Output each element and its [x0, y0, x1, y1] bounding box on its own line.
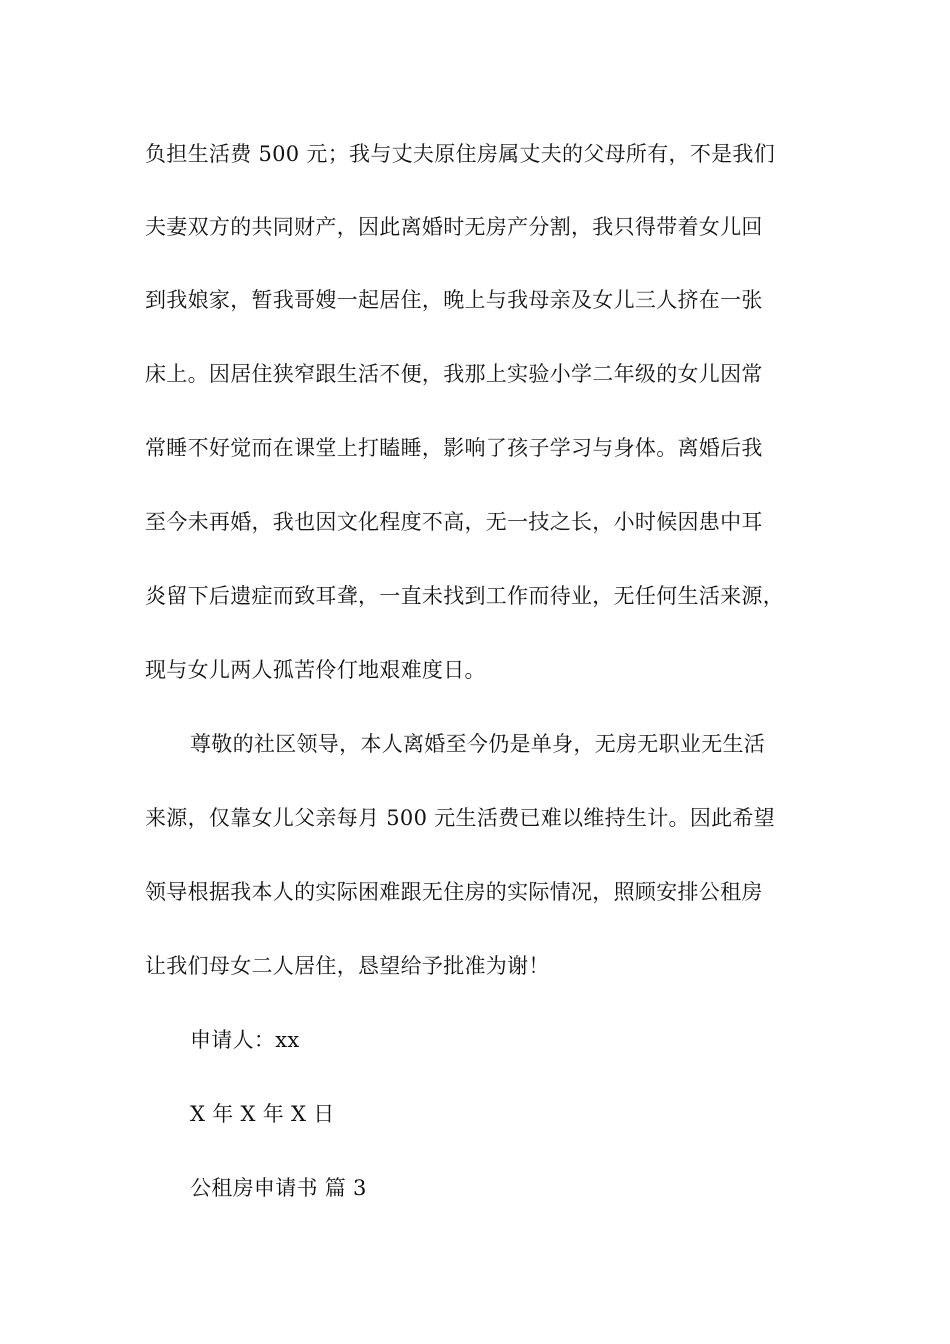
paragraph-2-line-1: 尊敬的社区领导，本人离婚至今仍是单身，无房无职业无生活 — [190, 732, 766, 756]
paragraph-1-line-7: 炎留下后遗症而致耳聋，一直未找到工作而待业，无任何生活来源， — [145, 584, 784, 608]
paragraph-1-line-6: 至今未再婚，我也因文化程度不高，无一技之长，小时候因患中耳 — [145, 510, 763, 534]
paragraph-1-line-3: 到我娘家，暂我哥嫂一起居住，晚上与我母亲及女儿三人挤在一张 — [145, 288, 763, 312]
section-heading: 公租房申请书 篇 3 — [190, 1176, 367, 1200]
paragraph-2-line-4: 让我们母女二人居住，恳望给予批准为谢！ — [145, 954, 550, 978]
paragraph-1-line-1: 负担生活费 500 元；我与丈夫原住房属丈夫的父母所有，不是我们 — [145, 142, 776, 166]
application-date: X 年 X 年 X 日 — [190, 1102, 335, 1126]
paragraph-2-line-3: 领导根据我本人的实际困难跟无住房的实际情况，照顾安排公租房 — [145, 880, 763, 904]
paragraph-1-line-2: 夫妻双方的共同财产，因此离婚时无房产分割，我只得带着女儿回 — [145, 215, 763, 239]
paragraph-1-line-4: 床上。因居住狭窄跟生活不便，我那上实验小学二年级的女儿因常 — [145, 362, 763, 386]
paragraph-2-line-2: 来源，仅靠女儿父亲每月 500 元生活费已难以维持生计。因此希望 — [145, 806, 776, 830]
applicant-signature: 申请人：xx — [190, 1028, 300, 1052]
paragraph-1-line-5: 常睡不好觉而在课堂上打瞌睡，影响了孩子学习与身体。离婚后我 — [145, 436, 763, 460]
paragraph-1-line-8: 现与女儿两人孤苦伶仃地艰难度日。 — [145, 658, 486, 682]
